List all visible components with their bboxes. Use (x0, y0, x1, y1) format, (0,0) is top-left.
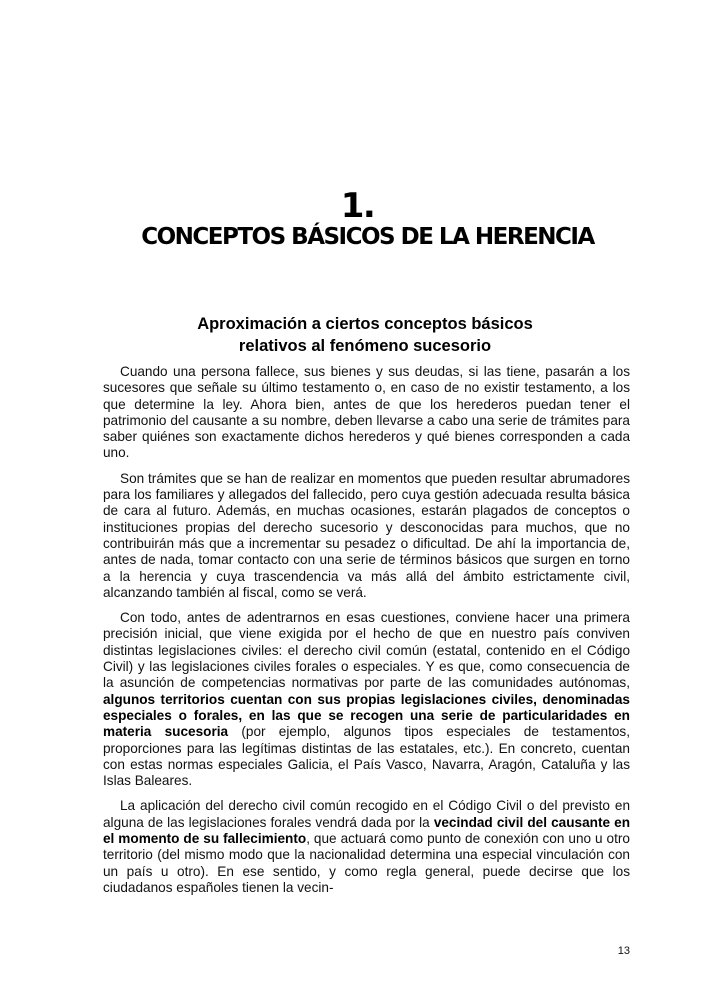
paragraph-3-text-b: (por ejemplo, algunos tipos especiales de testamentos, proporciones para las legítimas distintas de las estatales, etc.). En concreto, cuentan con estas normas especiales Galicia, el País Vasco, Navarra, Aragón, Cataluña y las Islas Baleares. (103, 724, 630, 789)
paragraph-4-text-b: , que actuará como punto de conexión con uno u otro territorio (del mismo modo que la nacionalidad determina una especial vinculación con un país u otro). En ese sentido, y como regla general, puede decirse que los ciudadanos españoles tienen la vecin- (103, 831, 630, 895)
paragraph-3 (103, 610, 630, 789)
chapter-number: 1. (340, 186, 375, 226)
chapter-title: CONCEPTOS BÁSICOS DE LA HERENCIA (141, 224, 594, 250)
paragraph-2: Son trámites que se han de realizar en momentos que pueden resultar abrumadores para los familiares y allegados del fallecido, pero cuya gestión adecuada resulta básica de cara al futuro. Además, en muchas ocasiones, estarán plagados de conceptos o instituciones propias del derecho sucesorio y desconocidas para muchos, que no contribuirán más que a incrementar su pesadez o dificultad. De ahí la importancia de, antes de nada, tomar contacto con una serie de términos básicos que surgen en torno a la herencia y cuya trascendencia va más allá del ámbito estrictamente civil, alcanzando también al fiscal, como se verá. (103, 470, 630, 600)
section-title (100, 313, 630, 357)
paragraph-4-text-a: La aplicación del derecho civil común recogido en el Código Civil o del previsto en alguna de las legislaciones forales vendrá dada por la (103, 798, 630, 830)
page-number: 13 (617, 945, 630, 957)
paragraph-1: Cuando una persona fallece, sus bienes y sus deudas, si las tiene, pasarán a los sucesores que señale su último testamento o, en caso de no existir testamento, a los que determine la ley. Ahora bien, antes de que los herederos puedan tener el patrimonio del causante a su nombre, deben llevarse a cabo una serie de trámites para saber quiénes son exactamente dichos herederos y qué bienes corresponden a cada uno. (103, 364, 630, 461)
body-text (103, 364, 630, 905)
paragraph-3-bold-text: algunos territorios cuentan con sus propias legislaciones civiles, denominadas especiales o forales, en las que se recogen una serie de particularidades en materia sucesoria (103, 691, 630, 740)
paragraph-4-bold-text: vecindad civil del causante en el momento de su fallecimiento (103, 814, 630, 847)
paragraph-4 (103, 798, 630, 896)
section-title-line-1: Aproximación a ciertos conceptos básicos (197, 315, 533, 333)
paragraph-3-text-a: Con todo, antes de adentrarnos en esas cuestiones, conviene hacer una primera precisión inicial, que viene exigida por el hecho de que en nuestro país conviven distintas legislaciones civiles: el derecho civil común (estatal, contenido en el Código Civil) y las legislaciones civiles forales o especiales. Y es que, como consecuencia de la asunción de competencias normativas por parte de las comunidades autónomas, (103, 610, 630, 691)
section-title-line-2: relativos al fenómeno sucesorio (238, 337, 492, 355)
